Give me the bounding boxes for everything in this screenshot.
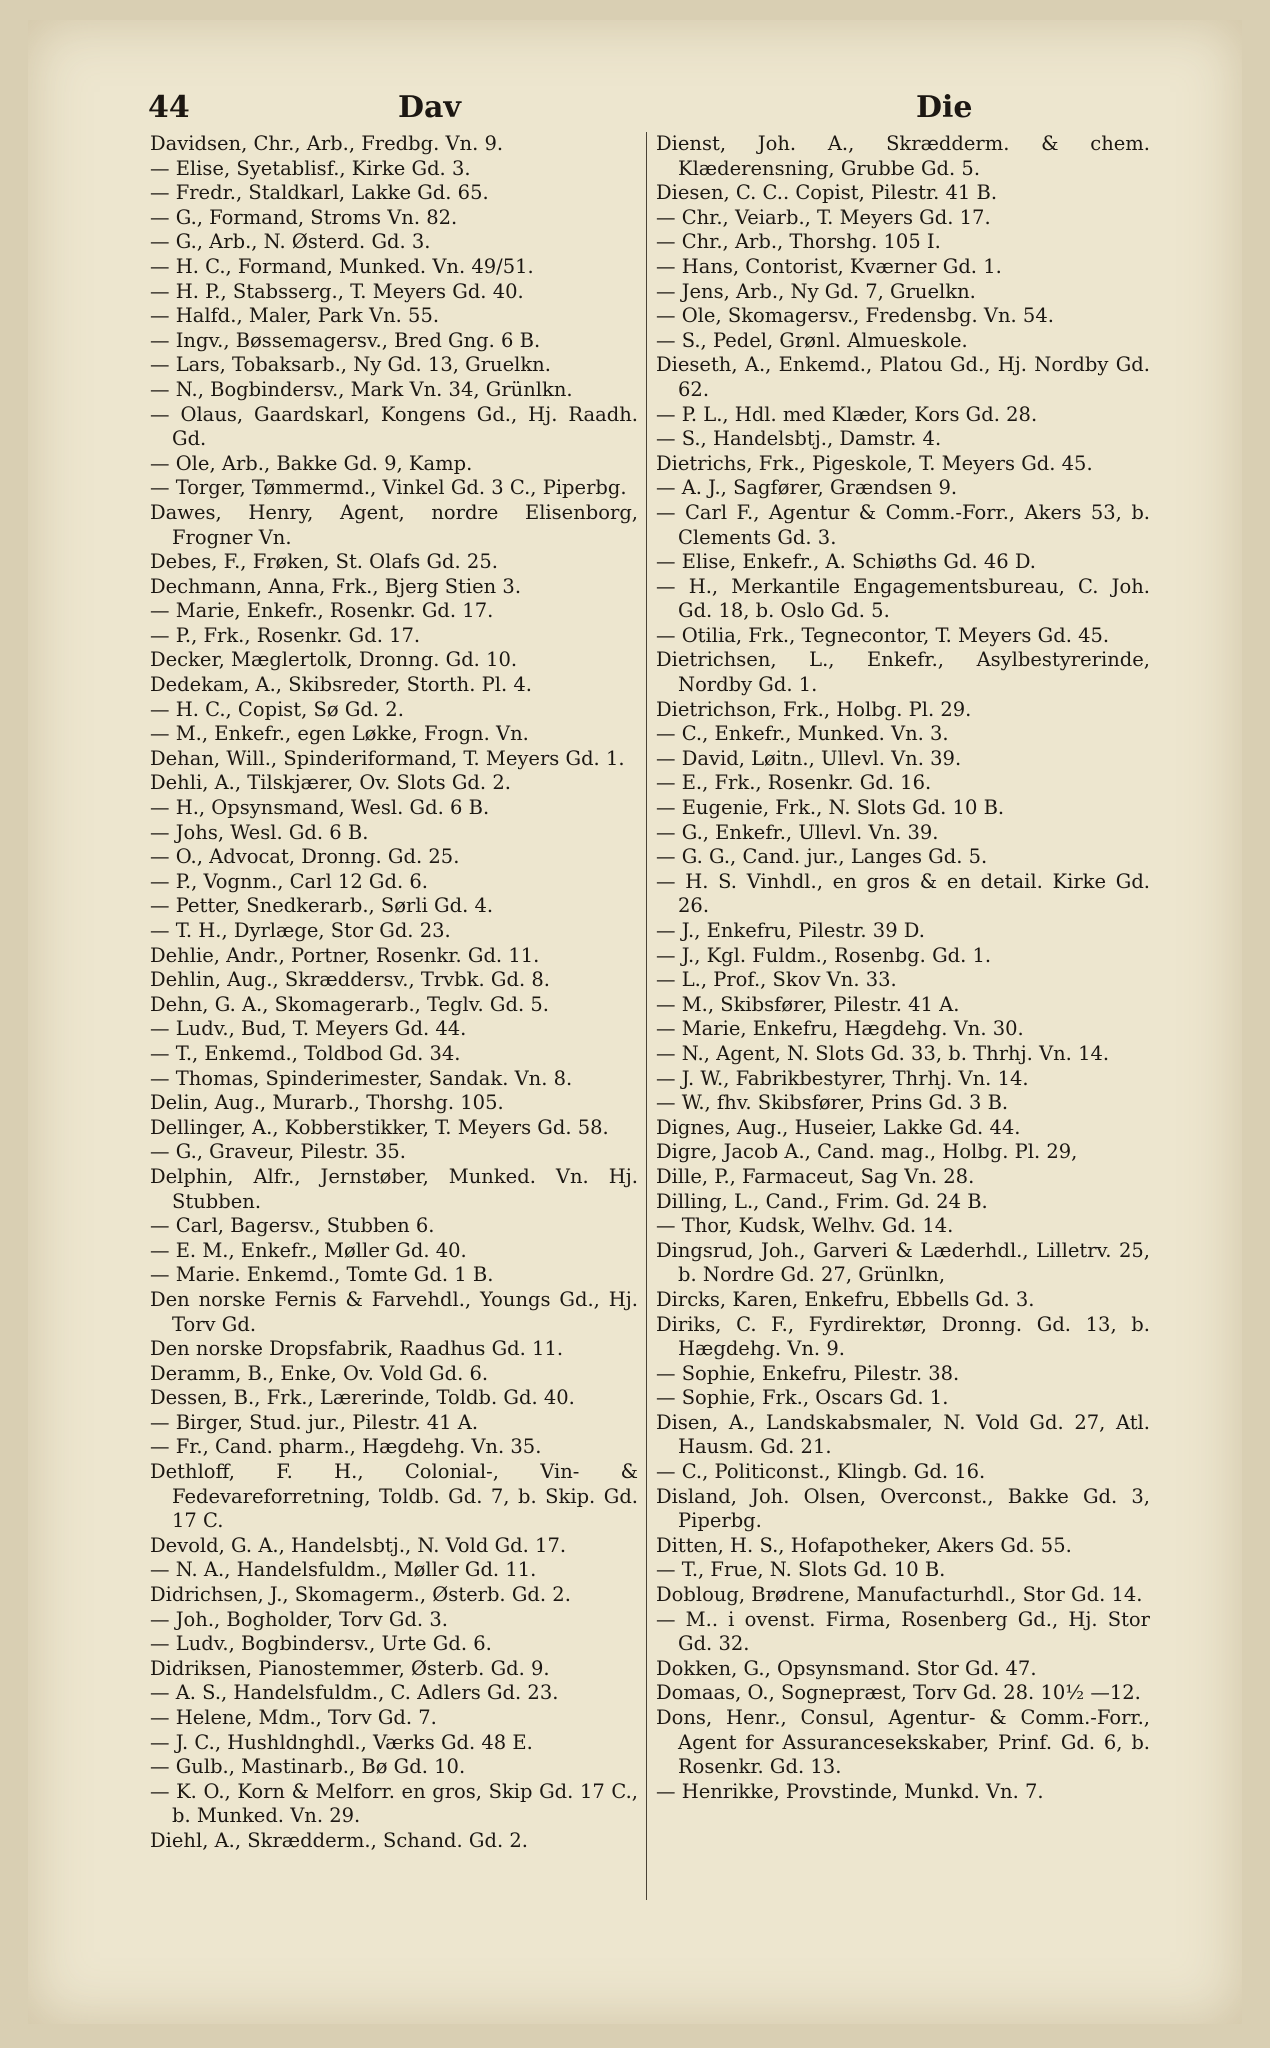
directory-entry: — Chr., Arb., Thorshg. 105 I. <box>656 230 941 254</box>
directory-entry: — J. C., Hushldnghdl., Værks Gd. 48 E. <box>150 1730 533 1754</box>
directory-entry: — G., Formand, Stroms Vn. 82. <box>150 205 458 229</box>
directory-entry: — Thor, Kudsk, Welhv. Gd. 14. <box>656 1214 954 1238</box>
directory-entry: Diehl, A., Skrædderm., Schand. Gd. 2. <box>150 1828 528 1852</box>
directory-entry: — H. P., Stabsserg., T. Meyers Gd. 40. <box>150 279 524 303</box>
directory-entry: Dellinger, A., Kobberstikker, T. Meyers Gd. 58. <box>150 1115 609 1139</box>
directory-entry: Dietrichsen, L., Enkefr., Asylbestyrerinde, Nordby Gd. 1. <box>656 648 1150 697</box>
directory-entry: — Elise, Enkefr., A. Schiøths Gd. 46 D. <box>656 550 1036 574</box>
directory-entry: — Ole, Skomagersv., Fredensbg. Vn. 54. <box>656 304 1054 328</box>
directory-entry: — Chr., Veiarb., T. Meyers Gd. 17. <box>656 205 991 229</box>
directory-entry: — M.. i ovenst. Firma, Rosenberg Gd., Hj. Stor Gd. 32. <box>656 1607 1150 1656</box>
directory-entry: — T., Enkemd., Toldbod Gd. 34. <box>150 1041 461 1065</box>
directory-entry: Dienst, Joh. A., Skrædderm. & chem. Klæderensning, Grubbe Gd. 5. <box>656 132 1150 180</box>
directory-entry: Dehan, Will., Spinderiformand, T. Meyers Gd. 1. <box>150 746 625 770</box>
directory-entry: — G., Graveur, Pilestr. 35. <box>150 1140 406 1164</box>
directory-entry: Dilling, L., Cand., Frim. Gd. 24 B. <box>656 1189 988 1213</box>
directory-entry: — Joh., Bogholder, Torv Gd. 3. <box>150 1607 448 1631</box>
right-column <box>656 132 1150 1804</box>
directory-entry: Dessen, B., Frk., Lærerinde, Toldb. Gd. 40. <box>150 1386 575 1410</box>
directory-entry: — Marie, Enkefr., Rosenkr. Gd. 17. <box>150 599 494 623</box>
directory-entry: Delphin, Alfr., Jernstøber, Munked. Vn. Hj. Stubben. <box>150 1164 638 1213</box>
directory-entry: — Elise, Syetablisf., Kirke Gd. 3. <box>150 156 471 180</box>
directory-entry: — Helene, Mdm., Torv Gd. 7. <box>150 1706 437 1729</box>
directory-entry: — Fr., Cand. pharm., Hægdehg. Vn. 35. <box>150 1435 542 1459</box>
directory-entry: Dedekam, A., Skibsreder, Storth. Pl. 4. <box>150 673 532 697</box>
directory-entry: — O., Advocat, Dronng. Gd. 25. <box>150 845 460 869</box>
directory-entry: — Ludv., Bogbindersv., Urte Gd. 6. <box>150 1632 492 1656</box>
directory-entry: — C., Politiconst., Klingb. Gd. 16. <box>656 1460 986 1484</box>
directory-entry: — Birger, Stud. jur., Pilestr. 41 A. <box>150 1410 479 1434</box>
directory-entry: Dille, P., Farmaceut, Sag Vn. 28. <box>656 1164 975 1188</box>
directory-entry: Dehlin, Aug., Skræddersv., Trvbk. Gd. 8. <box>150 968 550 992</box>
directory-entry: — T. H., Dyrlæge, Stor Gd. 23. <box>150 919 451 942</box>
directory-entry: Dingsrud, Joh., Garveri & Læderhdl., Lilletrv. 25, b. Nordre Gd. 27, Grünlkn, <box>656 1238 1150 1287</box>
directory-entry: Dehn, G. A., Skomagerarb., Teglv. Gd. 5. <box>150 992 549 1016</box>
directory-entry: — Carl, Bagersv., Stubben 6. <box>150 1214 435 1238</box>
directory-entry: — J., Kgl. Fuldm., Rosenbg. Gd. 1. <box>656 943 992 967</box>
directory-entry: Dircks, Karen, Enkefru, Ebbells Gd. 3. <box>656 1287 1035 1311</box>
directory-entry: Dehlie, Andr., Portner, Rosenkr. Gd. 11. <box>150 943 540 967</box>
directory-entry: Dawes, Henry, Agent, nordre Elisenborg, Frogner Vn. <box>150 500 638 549</box>
directory-entry: — Ludv., Bud, T. Meyers Gd. 44. <box>150 1017 467 1041</box>
directory-entry: Dignes, Aug., Huseier, Lakke Gd. 44. <box>656 1115 1021 1139</box>
directory-entry: Den norske Fernis & Farvehdl., Youngs Gd., Hj. Torv Gd. <box>150 1287 638 1336</box>
right-guide-word: Die <box>916 90 973 125</box>
directory-entry: — Sophie, Frk., Oscars Gd. 1. <box>656 1386 949 1410</box>
directory-entry: — W., fhv. Skibsfører, Prins Gd. 3 B. <box>656 1091 1009 1115</box>
directory-entry: — T., Frue, N. Slots Gd. 10 B. <box>656 1558 946 1582</box>
directory-entry: — P., Vognm., Carl 12 Gd. 6. <box>150 869 428 893</box>
directory-entry: Dobloug, Brødrene, Manufacturhdl., Stor Gd. 14. <box>656 1583 1143 1607</box>
directory-entry: — J., Enkefru, Pilestr. 39 D. <box>656 919 925 942</box>
directory-entry: — Thomas, Spinderimester, Sandak. Vn. 8. <box>150 1066 573 1090</box>
directory-entry: — N., Agent, N. Slots Gd. 33, b. Thrhj. Vn. 14. <box>656 1041 1110 1065</box>
directory-entry: — H. S. Vinhdl., en gros & en detail. Kirke Gd. 26. <box>656 869 1150 918</box>
directory-entry: Den norske Dropsfabrik, Raadhus Gd. 11. <box>150 1337 564 1361</box>
directory-entry: — Halfd., Maler, Park Vn. 55. <box>150 304 440 328</box>
directory-entry: — H. C., Copist, Sø Gd. 2. <box>150 697 404 721</box>
directory-entry: Dietrichs, Frk., Pigeskole, T. Meyers Gd. 45. <box>656 451 1093 475</box>
directory-entry: Deramm, B., Enke, Ov. Vold Gd. 6. <box>150 1361 489 1385</box>
directory-entry: — Fredr., Staldkarl, Lakke Gd. 65. <box>150 181 489 205</box>
directory-entry: — N., Bogbindersv., Mark Vn. 34, Grünlkn. <box>150 377 573 401</box>
directory-entry: — E. M., Enkefr., Møller Gd. 40. <box>150 1238 467 1262</box>
directory-entry: — Johs, Wesl. Gd. 6 B. <box>150 820 369 844</box>
directory-entry: Digre, Jacob A., Cand. mag., Holbg. Pl. 29, <box>656 1140 1078 1164</box>
directory-entry: — H. C., Formand, Munked. Vn. 49/51. <box>150 254 534 278</box>
directory-entry: Ditten, H. S., Hofapotheker, Akers Gd. 55. <box>656 1533 1072 1557</box>
directory-entry: — Otilia, Frk., Tegnecontor, T. Meyers Gd. 45. <box>656 623 1110 647</box>
directory-entry: — M., Enkefr., egen Løkke, Frogn. Vn. <box>150 722 529 746</box>
left-guide-word: Dav <box>398 90 461 125</box>
directory-entry: — L., Prof., Skov Vn. 33. <box>656 968 897 992</box>
column-divider <box>646 132 647 1900</box>
directory-entry: Dietrichson, Frk., Holbg. Pl. 29. <box>656 697 972 721</box>
directory-entry: Didriksen, Pianostemmer, Østerb. Gd. 9. <box>150 1656 550 1680</box>
directory-entry: Davidsen, Chr., Arb., Fredbg. Vn. 9. <box>150 132 504 155</box>
directory-entry: Debes, F., Frøken, St. Olafs Gd. 25. <box>150 550 498 574</box>
directory-entry: — Hans, Contorist, Kværner Gd. 1. <box>656 254 1002 278</box>
directory-entry: — K. O., Korn & Melforr. en gros, Skip Gd. 17 C., b. Munked. Vn. 29. <box>150 1779 638 1828</box>
directory-entry: — M., Skibsfører, Pilestr. 41 A. <box>656 992 960 1016</box>
directory-entry: Dokken, G., Opsynsmand. Stor Gd. 47. <box>656 1656 1037 1680</box>
directory-entry: — H., Merkantile Engagementsbureau, C. Joh. Gd. 18, b. Oslo Gd. 5. <box>656 574 1150 623</box>
directory-entry: — Lars, Tobaksarb., Ny Gd. 13, Gruelkn. <box>150 353 551 377</box>
directory-entry: — S., Pedel, Grønl. Almueskole. <box>656 328 968 352</box>
directory-entry: Disland, Joh. Olsen, Overconst., Bakke Gd. 3, Piperbg. <box>656 1484 1150 1533</box>
directory-entry: — Ingv., Bøssemagersv., Bred Gng. 6 B. <box>150 328 541 352</box>
directory-entry: Decker, Mæglertolk, Dronng. Gd. 10. <box>150 648 518 672</box>
directory-entry: Didrichsen, J., Skomagerm., Østerb. Gd. 2. <box>150 1583 571 1607</box>
page-number: 44 <box>148 90 190 125</box>
directory-entry: — J. W., Fabrikbestyrer, Thrhj. Vn. 14. <box>656 1066 1029 1090</box>
directory-entry: — Henrikke, Provstinde, Munkd. Vn. 7. <box>656 1779 1044 1803</box>
directory-entry: — Gulb., Mastinarb., Bø Gd. 10. <box>150 1755 466 1779</box>
directory-entry: — Jens, Arb., Ny Gd. 7, Gruelkn. <box>656 279 976 303</box>
left-column <box>150 132 638 1854</box>
directory-entry: — Petter, Snedkerarb., Sørli Gd. 4. <box>150 894 494 918</box>
directory-entry: Dechmann, Anna, Frk., Bjerg Stien 3. <box>150 574 522 598</box>
directory-entry: Dieseth, A., Enkemd., Platou Gd., Hj. Nordby Gd. 62. <box>656 353 1150 401</box>
directory-entry: — C., Enkefr., Munked. Vn. 3. <box>656 722 949 746</box>
directory-entry: — S., Handelsbtj., Damstr. 4. <box>656 427 942 451</box>
directory-entry: — Marie, Enkefru, Hægdehg. Vn. 30. <box>656 1017 1024 1041</box>
directory-entry: — G., Enkefr., Ullevl. Vn. 39. <box>656 820 939 844</box>
directory-entry: Dons, Henr., Consul, Agentur- & Comm.-Forr., Agent for Assurancesekskaber, Prinf. Gd. 6, b. Rosenkr. Gd. 13. <box>656 1706 1150 1779</box>
directory-entry: — G. G., Cand. jur., Langes Gd. 5. <box>656 845 988 869</box>
directory-entry: Dehli, A., Tilskjærer, Ov. Slots Gd. 2. <box>150 771 511 795</box>
directory-entry: — David, Løitn., Ullevl. Vn. 39. <box>656 746 962 770</box>
directory-entry: Delin, Aug., Murarb., Thorshg. 105. <box>150 1091 504 1115</box>
directory-entry: Devold, G. A., Handelsbtj., N. Vold Gd. 17. <box>150 1533 567 1557</box>
directory-entry: Diesen, C. C.. Copist, Pilestr. 41 B. <box>656 181 998 205</box>
directory-entry: — Eugenie, Frk., N. Slots Gd. 10 B. <box>656 796 1005 820</box>
directory-entry: Dethloff, F. H., Colonial-, Vin- & Fedevareforretning, Toldb. Gd. 7, b. Skip. Gd. 17 C. <box>150 1460 638 1533</box>
directory-entry: — P., Frk., Rosenkr. Gd. 17. <box>150 623 421 647</box>
directory-entry: — Sophie, Enkefru, Pilestr. 38. <box>656 1361 960 1385</box>
directory-entry: — Ole, Arb., Bakke Gd. 9, Kamp. <box>150 451 473 475</box>
directory-entry: — H., Opsynsmand, Wesl. Gd. 6 B. <box>150 796 490 820</box>
directory-entry: Disen, A., Landskabsmaler, N. Vold Gd. 27, Atl. Hausm. Gd. 21. <box>656 1410 1150 1459</box>
directory-entry: — Torger, Tømmermd., Vinkel Gd. 3 C., Piperbg. <box>150 476 627 500</box>
directory-entry: — N. A., Handelsfuldm., Møller Gd. 11. <box>150 1558 537 1582</box>
directory-entry: — Carl F., Agentur & Comm.-Forr., Akers 53, b. Clements Gd. 3. <box>656 500 1150 549</box>
directory-entry: — Olaus, Gaardskarl, Kongens Gd., Hj. Raadh. Gd. <box>150 402 638 451</box>
directory-entry: Domaas, O., Sognepræst, Torv Gd. 28. 10½ —12. <box>656 1681 1141 1705</box>
directory-entry: — Marie. Enkemd., Tomte Gd. 1 B. <box>150 1263 494 1287</box>
directory-entry: — P. L., Hdl. med Klæder, Kors Gd. 28. <box>656 402 1038 426</box>
directory-entry: — A. J., Sagfører, Grændsen 9. <box>656 476 958 500</box>
directory-entry: — A. S., Handelsfuldm., C. Adlers Gd. 23. <box>150 1681 559 1705</box>
directory-entry: — E., Frk., Rosenkr. Gd. 16. <box>656 771 932 795</box>
directory-entry: Diriks, C. F., Fyrdirektør, Dronng. Gd. 13, b. Hægdehg. Vn. 9. <box>656 1312 1150 1361</box>
directory-entry: — G., Arb., N. Østerd. Gd. 3. <box>150 230 431 254</box>
